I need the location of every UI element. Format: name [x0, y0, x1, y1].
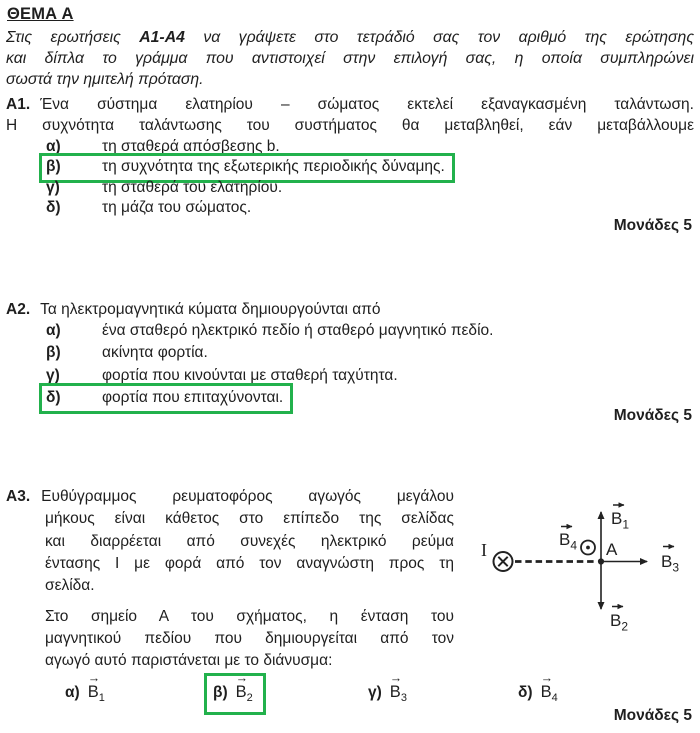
option-row	[46, 320, 694, 342]
question-number: A2.	[6, 300, 31, 318]
option-letter: α)	[46, 137, 61, 155]
option-text: ένα σταθερό ηλεκτρικό πεδίο ή σταθερό μαγνητικό πεδίο.	[102, 322, 494, 340]
option-letter: β)	[46, 344, 61, 362]
question-a3	[6, 486, 694, 672]
vector-b-symbol: → $B_3$	[390, 684, 407, 701]
option-letter: β)	[46, 158, 61, 176]
question-a1	[6, 94, 694, 236]
option-text: τη μάζα του σώματος.	[102, 199, 252, 217]
option-letter: γ)	[368, 684, 382, 702]
correct-answer-box	[204, 673, 266, 715]
vector-b2-label: $B_2$	[610, 611, 629, 634]
vector-b-symbol: → $B_2$	[236, 684, 253, 701]
point-a-label: A	[606, 540, 618, 560]
a3-option	[518, 683, 558, 704]
a3-diagram-column	[459, 486, 694, 672]
option-letter: δ)	[46, 388, 61, 406]
question-stem-line: Στο σημείο Α του σχήματος, η ένταση του	[45, 608, 454, 626]
intro-text: Στις ερωτήσεις	[6, 29, 140, 46]
options-list	[6, 137, 694, 219]
vector-b3-label: $B_3$	[661, 552, 680, 575]
intro-bold-range: Α1-Α4	[139, 29, 185, 46]
current-label: I	[481, 540, 487, 561]
question-stem-line: και διαρρέεται από συνεχές ηλεκτρικό ρεύμα	[45, 532, 454, 550]
question-text: Τα ηλεκτρομαγνητικά κύματα δημιουργούνται από	[40, 300, 381, 318]
vector-b-symbol: → $B_4$	[541, 684, 558, 701]
question-number: A3.	[6, 488, 31, 506]
a3-option	[65, 683, 105, 704]
vector-b1-label: $B_1$	[611, 509, 630, 532]
question-text: Ένα σύστημα ελατηρίου – σώματος εκτελεί εξαναγκασμένη ταλάντωση.	[40, 96, 694, 113]
question-stem-line	[6, 94, 694, 115]
question-stem-line: μαγνητικού πεδίου που δημιουργείται από τον	[45, 630, 454, 648]
intro-paragraph	[6, 27, 694, 90]
question-stem-line: Η συχνότητα ταλάντωσης του συστήματος θα μεταβληθεί, εάν μεταβάλλουμε	[6, 117, 694, 135]
question-stem-line: σελίδα.	[45, 577, 95, 595]
correct-answer-box	[39, 383, 293, 414]
a3-option	[368, 683, 407, 704]
option-text: φορτία που επιταχύνονται.	[102, 388, 284, 406]
a3-options-row	[6, 673, 694, 714]
option-letter: γ)	[46, 178, 60, 196]
vector-b4-label: $B_4$	[559, 530, 578, 553]
option-letter: δ)	[518, 684, 533, 702]
option-text: τη σταθερά του ελατηρίου.	[102, 178, 283, 196]
question-stem-line: αγωγό αυτό παριστάνεται με το διάνυσμα:	[45, 652, 333, 670]
question-stem-line: έντασης I με φορά από τον αναγνώστη προς τη	[45, 554, 454, 572]
intro-text: να γράψετε στο τετράδιό σας τον αριθμό της ερώτησης	[184, 29, 694, 46]
option-text: ακίνητα φορτία.	[102, 344, 208, 362]
a3-text-column	[6, 486, 454, 672]
option-letter: α)	[46, 322, 61, 340]
question-number: A1.	[6, 96, 31, 113]
points-label: Μονάδες 5	[613, 216, 692, 234]
option-text: τη συχνότητα της εξωτερικής περιοδικής δύναμης.	[102, 158, 445, 176]
option-row	[46, 342, 694, 364]
intro-line	[6, 27, 694, 48]
question-a2	[6, 299, 694, 426]
vector-b-symbol: → $B_1$	[88, 684, 105, 701]
question-stem-line: μήκους είναι κάθετος στο επίπεδο της σελίδας	[45, 510, 454, 528]
option-row	[46, 157, 694, 178]
current-into-page-icon	[494, 552, 513, 571]
options-list	[6, 320, 694, 409]
points-label: Μονάδες 5	[613, 407, 692, 425]
option-letter: β)	[213, 684, 228, 702]
intro-line: και δίπλα το γράμμα που αντιστοιχεί στην επιλογή σας, η οποία συμπληρώνει	[6, 50, 694, 67]
question-stem-line	[6, 299, 694, 320]
option-letter: α)	[65, 684, 80, 702]
intro-line: σωστά την ημιτελή πρόταση.	[6, 71, 204, 88]
page-title: ΘΕΜΑ Α	[7, 5, 74, 23]
option-letter: γ)	[46, 366, 60, 384]
magnetic-field-diagram	[459, 485, 694, 642]
question-text: Ευθύγραμμος ρευματοφόρος αγωγός μεγάλου	[41, 488, 454, 506]
field-out-of-page-icon	[581, 541, 595, 555]
option-text: τη σταθερά απόσβεσης b.	[102, 137, 280, 155]
option-letter: δ)	[46, 199, 61, 217]
points-label: Μονάδες 5	[613, 707, 692, 725]
option-text: φορτία που κινούνται με σταθερή ταχύτητα.	[102, 366, 398, 384]
question-stem-line	[6, 486, 454, 508]
a3-second-paragraph	[6, 606, 454, 672]
